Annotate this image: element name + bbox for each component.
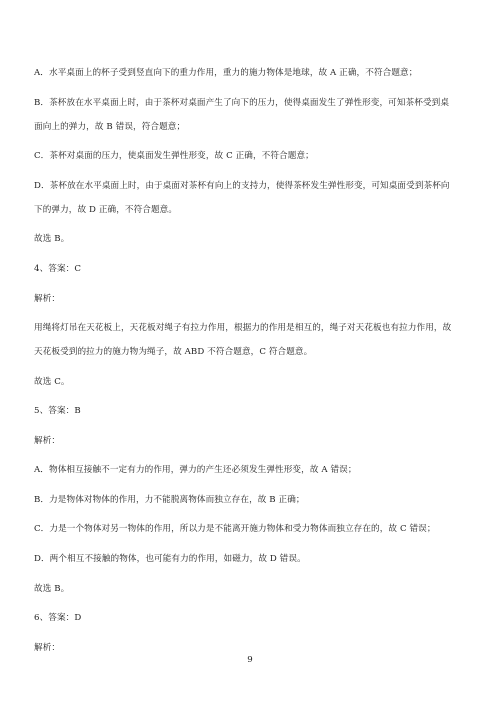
answer-choice-q4: 故选 C。 (34, 377, 70, 387)
q5-option-d-explanation: D．两个相互不接触的物体，也可能有力的作用，如磁力，故 D 错误。 (34, 554, 306, 564)
option-b-explanation-line-1: B．茶杯放在水平桌面上时，由于茶杯对桌面产生了向下的压力，使得桌面发生了弹性形变，可知茶杯受到桌 (34, 98, 450, 108)
answer-choice-q5: 故选 B。 (34, 584, 70, 594)
option-a-explanation: A．水平桌面上的杯子受到竖直向下的重力作用，重力的施力物体是地球，故 A 正确，不符合题意； (34, 68, 418, 78)
page-number: 9 (247, 655, 253, 665)
question-4-answer: 4、答案：C (34, 264, 82, 274)
question-5-analysis-heading: 解析： (34, 436, 61, 446)
q5-option-c-explanation: C．力是一个物体对另一物体的作用，所以力是不能离开施力物体和受力物体而独立存在的，故 C 错误； (34, 524, 436, 534)
q5-option-a-explanation: A．物体相互接触不一定有力的作用，弹力的产生还必须发生弹性形变，故 A 错误； (34, 465, 357, 475)
q5-option-b-explanation: B．力是物体对物体的作用，力不能脱离物体而独立存在，故 B 正确； (34, 495, 305, 505)
question-5-answer: 5、答案：B (34, 406, 81, 416)
option-d-explanation-line-2: 下的弹力，故 D 正确，不符合题意。 (34, 205, 178, 215)
answer-choice-q3: 故选 B。 (34, 234, 70, 244)
option-b-explanation-line-2: 面向上的弹力，故 B 错误，符合题意； (34, 122, 186, 132)
option-c-explanation: C．茶杯对桌面的压力，使桌面发生弹性形变，故 C 正确，不符合题意； (34, 151, 314, 161)
question-6-analysis-heading: 解析： (34, 643, 61, 653)
question-4-analysis-heading: 解析： (34, 294, 61, 304)
option-d-explanation-line-1: D．茶杯放在水平桌面上时，由于桌面对茶杯有向上的支持力，使得茶杯发生弹性形变，可知桌面受到茶杯向 (34, 181, 450, 191)
question-4-analysis-line-2: 天花板受到的拉力的施力物为绳子，故 ABD 不符合题意，C 符合题意。 (34, 347, 313, 357)
question-4-analysis-line-1: 用绳将灯吊在天花板上，天花板对绳子有拉力作用，根据力的作用是相互的，绳子对天花板也有拉力作用，故 (34, 323, 452, 333)
question-6-answer: 6、答案：D (34, 613, 82, 623)
